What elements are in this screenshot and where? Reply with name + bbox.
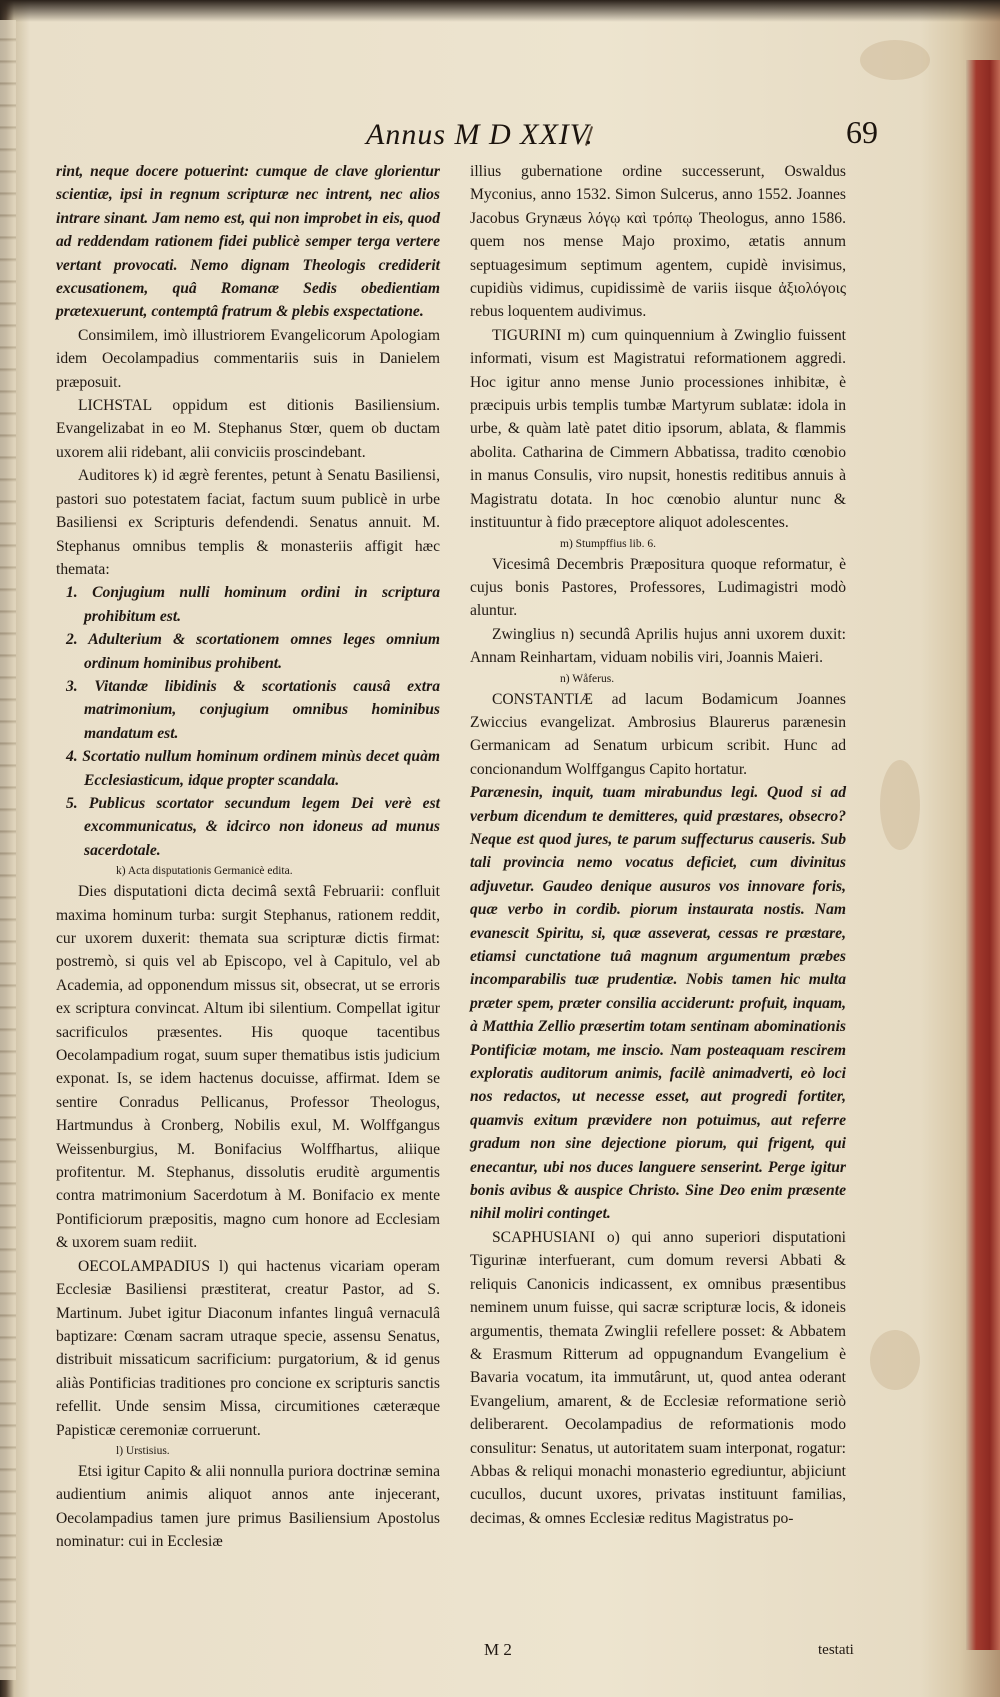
page (20, 24, 966, 1684)
paragraph: Vicesimâ Decembris Præpositura quoque reformatur, è cujus bonis Pastores, Professores, Ludimagistri modò aluntur. (470, 555, 846, 620)
thesis-item: 5. Publicus scortator secundum legem Dei verè est excommunicatus, & idcirco non idoneus ad munus sacerdotale. (66, 794, 440, 859)
page-number: 69 (846, 114, 878, 150)
thesis-item: 1. Conjugium nulli hominum ordini in scriptura prohibitum est. (66, 584, 440, 625)
paragraph: Zwinglius n) secundâ Aprilis hujus anni uxorem duxit: Annam Reinhartam, viduam nobilis viri, Joannis Maieri. (470, 625, 846, 667)
paragraph: SCAPHUSIANI o) qui anno superiori disputationi Tigurinæ interfuerant, cum domum reversi Abbati & reliquis Canonicis indicassent, ex omnibus præsentibus neminem unum fuisse, qui sacræ scripturæ locis, & idoneis argumentis, themata Zwinglii refellere posset: & Abbatem & Erasmum Ritterum ad oppugnandum Evangelium è Bavaria vocatum, ita immutârunt, ut, quod antea oderant Evangelium, amarent, & de Ecclesiæ reformatione seriò deliberarent. Oecolampadius de reformationis modo consulitur: Senatus, ut autoritatem suam interponat, rogatur: Abbas & reliqui monachi monasterio egrediuntur, abjiciunt cucullos, ducunt uxores, privatas instituunt familias, decimas, & omnes Ecclesiæ reditus Magistratus po- (470, 1228, 846, 1527)
signature-mark: M 2 (484, 1640, 512, 1659)
footnote-k: k) Acta disputationis Germanicè edita. (116, 865, 293, 878)
paragraph: rint, neque docere potuerint: cumque de clave glorientur scientiæ, ipsi in regnum scripturæ nec intrent, nec alios intrare sinant. Jam nemo est, qui non improbet in eis, quod ad reddendam rationem fidei publicè semper terga vertere vertant provocati. Nemo dignam Theologis crediderit excusationem, quâ Romanæ Sedis obedientiam prætexuerunt, contemptâ fratrum & plebis exspectatione. (56, 163, 440, 321)
paragraph: TIGURINI m) cum quinquennium à Zwinglio fuissent informati, visum est Magistratui reformationem aggredi. Hoc igitur anno mense Junio processiones inhibitæ, è præcipuis urbis templis tumbæ Martyrum sublatæ: idola in urbe, & quàm latè patet ditio ipsorum, ablata, & flammis abolita. Catharina de Cimmern Abbatissa, tradito cœnobio in manus Consulis, viro nupsit, honestis reditibus annuis à Magistratu dotata. In hoc cœnobio aluntur nunc & instituuntur à fido præceptore aliquot adolescentes. (470, 326, 846, 532)
paragraph: Dies disputationi dicta decimâ sextâ Februarii: confluit maxima hominum turba: surgit Stephanus, rationem reddit, cur uxorem duxerit: themata sua scripturæ dictis firmat: postremò, si quis vel ab Episcopo, vel à Capitulo, vel ab Academia, ad opponendum missus sit, obsecrat, ut se erroris ex scriptura convincat. Altum ibi silentium. Compellat igitur sacrificulos præsentes. His quoque tacentibus Oecolampadium rogat, suum super thematibus istis judicium exponat. Is, se idem hactenus docuisse, affirmat. Idem se sentire Conradus Pellicanus, Professor Theologus, Hartmundus à Cronberg, Nobilis exul, M. Wolffgangus Weissenburgius, M. Bonifacius Wolffhartus, aliique profitentur. M. Stephanus, dissolutis eruditè argumentis contra matrimonium Sacerdotum à M. Bonifacio ex mente Pontificiorum præpositis, magno cum honore ad Ecclesiam & uxorem suam rediit. (56, 883, 440, 1252)
paragraph: OECOLAMPADIUS l) qui hactenus vicariam operam Ecclesiæ Basiliensi præstiterat, creatur Pastor, ad S. Martinum. Jubet igitur Diaconum infantes linguâ vernaculâ baptizare: Cœnam sacram utraque specie, assensu Senatus, distribuit missaticum sacrificium: purgatorium, & id genus aliàs Pontificias traditiones pro concione ex scripturis sanctis refellit. Unde sensim Missa, circumitiones cæteræque Papisticæ ceremoniæ corruerunt. (56, 1257, 440, 1439)
paragraph: CONSTANTIÆ ad lacum Bodamicum Joannes Zwiccius evangelizat. Ambrosius Blaurerus parænesin Germanicam ad Senatum urbicum scribit. Hunc ad concionandum Wolffgangus Capito hortatur. (470, 690, 846, 778)
footnote-n: n) Wåferus. (560, 672, 615, 685)
thesis-item: 4. Scortatio nullum hominum ordinem minùs decet quàm Ecclesiasticum, idque propter scandala. (66, 748, 440, 789)
quotation: Parænesin, inquit, tuam mirabundus legi. Quod si ad verbum dicendum te demitteres, quid præstares, obsecro? Neque est quod jures, te parum suffecturus causeris. Sub tali provincia nemo vocatus deficiet, cum divinitus adjuvetur. Gaudeo denique ausuros vos innovare foris, quæ verbo in cordib. piorum instaurata nostis. Nam evanescit Spiritu, si, quæ asseverat, cessas re præstare, etiamsi cunctatione tuâ magnum argumentum præbes incomparabilis tuæ prudentiæ. Nobis tamen hic multa præter spem, præter consilia acciderunt: profuit, inquam, à Matthia Zellio præsertim totam sentinam abominationis Pontificiæ motam, me inscio. Nam posteaquam rescirem exploratis auditorum animis, facilè animadverti, eò loci nos redactos, ut necesse esset, aut progredi fortiter, quamvis exitum prævidere non potuimus, aut referre gradum non sine dejectione piorum, qui frigent, qui enecantur, ubi nos duces languere senserint. Perge igitur bonis avibus & auspice Christo. Sine Deo enim præsente nihil moliri continget. (470, 784, 846, 1223)
paragraph: Auditores k) id ægrè ferentes, petunt à Senatu Basiliensi, pastori suo potestatem faciat, factum suum publicè in urbe Basiliensi ex Scripturis defendendi. Senatus annuit. M. Stephanus omnibus templis & monasteriis affigit hæc themata: (56, 467, 440, 578)
catchword: testati (818, 1642, 854, 1658)
right-column (470, 160, 846, 1530)
theses-list (56, 581, 440, 862)
paragraph: illius gubernatione ordine successerunt, Oswaldus Myconius, anno 1532. Simon Sulcerus, anno 1552. Joannes Jacobus Grynæus λόγῳ καὶ τρόπῳ Theologus, anno 1586. quem nos mense Majo proximo, ætatis annum septuagesimum septimum agentem, cupidè invisimus, cupidiùs vidimus, cupidissimè de variis iisque ἀξιολόγοις rebus loquentem audivimus. (470, 163, 846, 321)
facing-page-edge (0, 20, 16, 1680)
footnote-l: l) Urstisius. (116, 1444, 170, 1457)
thesis-item: 3. Vitandæ libidinis & scortationis causâ extra matrimonium, conjugium omnibus hominibus mandatum est. (66, 677, 440, 742)
paragraph: LICHSTAL oppidum est ditionis Basiliensium. Evangelizabat in eo M. Stephanus Stœr, quem ob ductam uxorem alii ridebant, alii conviciis proscindebant. (56, 397, 440, 461)
thesis-item: 2. Adulterium & scortationem omnes leges omnium ordinum hominibus prohibent. (66, 631, 440, 672)
running-header (20, 108, 966, 158)
red-page-edge (966, 60, 1000, 1650)
left-column (56, 160, 440, 1554)
top-shadow (0, 0, 1000, 22)
footnote-m: m) Stumpffius lib. 6. (560, 537, 656, 550)
paragraph: Consimilem, imò illustriorem Evangelicorum Apologiam idem Oecolampadius commentariis suis in Danielem præposuit. (56, 326, 440, 391)
paragraph: Etsi igitur Capito & alii nonnulla puriora doctrinæ semina audientium animis aliquot annos ante injecerant, Oecolampadius tamen jure primus Basiliensium Apostolus nominatur: cui in Ecclesiæ (56, 1462, 440, 1551)
running-title: Annus M D XXIV. (366, 118, 594, 151)
